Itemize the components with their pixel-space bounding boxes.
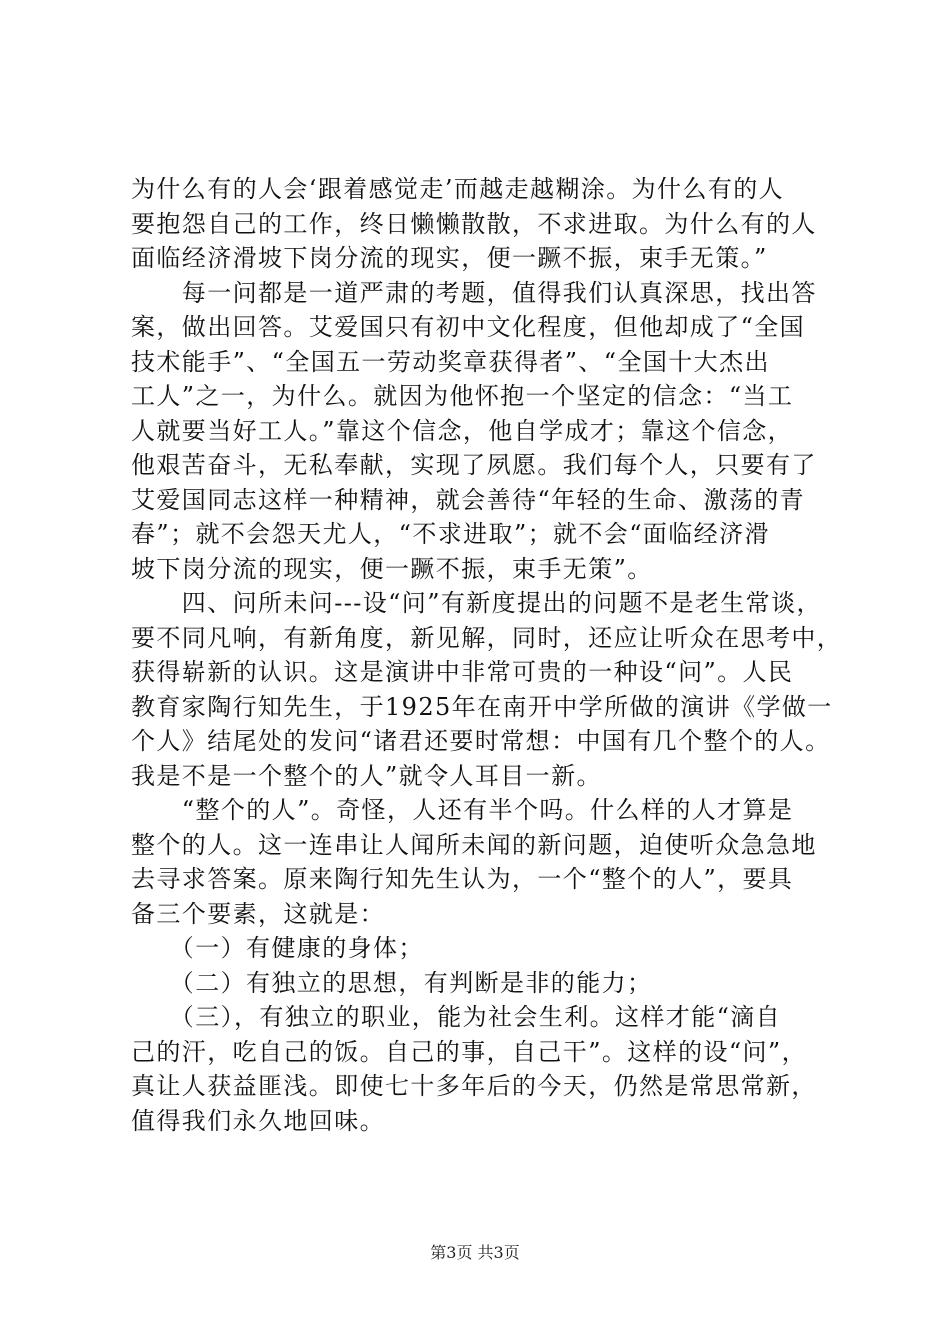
text-line: 四、问所未问---设“问”有新度提出的问题不是老生常谈， [131,589,822,617]
text-line: 案，做出回答。艾爱国只有初中文化程度，但他却成了“全国 [131,313,806,341]
text-line: （三），有独立的职业，能为社会生利。这样才能“滴自 [131,1003,782,1031]
text-line: 人就要当好工人。”靠这个信念，他自学成才；靠这个信念， [131,416,794,445]
text-line: 整个的人。这一连串让人闻所未闻的新问题，迫使听众急急地 [131,830,817,859]
text-line: 工人”之一，为什么。就因为他怀抱一个坚定的信念：“当工 [131,382,794,410]
text-line: 我是不是一个整个的人”就令人耳目一新。 [131,761,602,790]
text-line: 每一问都是一道严肃的考题，值得我们认真深思，找出答 [131,278,817,307]
text-line: 要不同凡响，有新角度，新见解，同时，还应让听众在思考中， [131,623,843,652]
text-line: 去寻求答案。原来陶行知先生认为，一个“整个的人”，要具 [131,865,794,893]
text-line: 技术能手”、“全国五一劳动奖章获得者”、“全国十大杰出 [131,347,770,376]
text-line: 艾爱国同志这样一种精神，就会善待“年轻的生命、激荡的青 [131,485,806,514]
text-line: 教育家陶行知先生，于1925年在南开中学所做的演讲《学做一 [131,692,833,721]
text-line: （二）有独立的思想，有判断是非的能力； [131,968,653,997]
text-line: 为什么有的人会‘跟着感觉走’而越走越糊涂。为什么有的人 [131,175,785,203]
text-line: 要抱怨自己的工作，终日懒懒散散，不求进取。为什么有的人 [131,209,817,238]
document-body [131,172,843,1138]
text-line: 值得我们永久地回味。 [131,1106,385,1135]
text-line: 他艰苦奋斗，无私奉献，实现了夙愿。我们每个人，只要有了 [131,451,817,479]
text-line: 个人》结尾处的发问“诸君还要时常想：中国有几个整个的人。 [131,727,831,755]
text-line: 获得崭新的认识。这是演讲中非常可贵的一种设“问”。人民 [131,658,794,686]
page-number-footer: 第3页 共3页 [430,1243,520,1262]
text-line: 真让人获益匪浅。即使七十多年后的今天，仍然是常思常新， [131,1072,817,1100]
text-line: “整个的人”。奇怪，人还有半个吗。什么样的人才算是 [131,796,794,824]
text-line: 坡下岗分流的现实，便一蹶不振，束手无策”。 [131,554,653,583]
text-line: 备三个要素，这就是： [131,899,385,928]
text-line: 面临经济滑坡下岗分流的现实，便一蹶不振，束手无策。” [131,244,768,272]
text-line: 己的汗，吃自己的饭。自己的事，自己干”。这样的设“问”， [131,1037,808,1066]
text-line: 春”；就不会怨天尤人，“不求进取”；就不会“面临经济滑 [131,520,770,548]
text-line: （一）有健康的身体； [131,934,424,962]
